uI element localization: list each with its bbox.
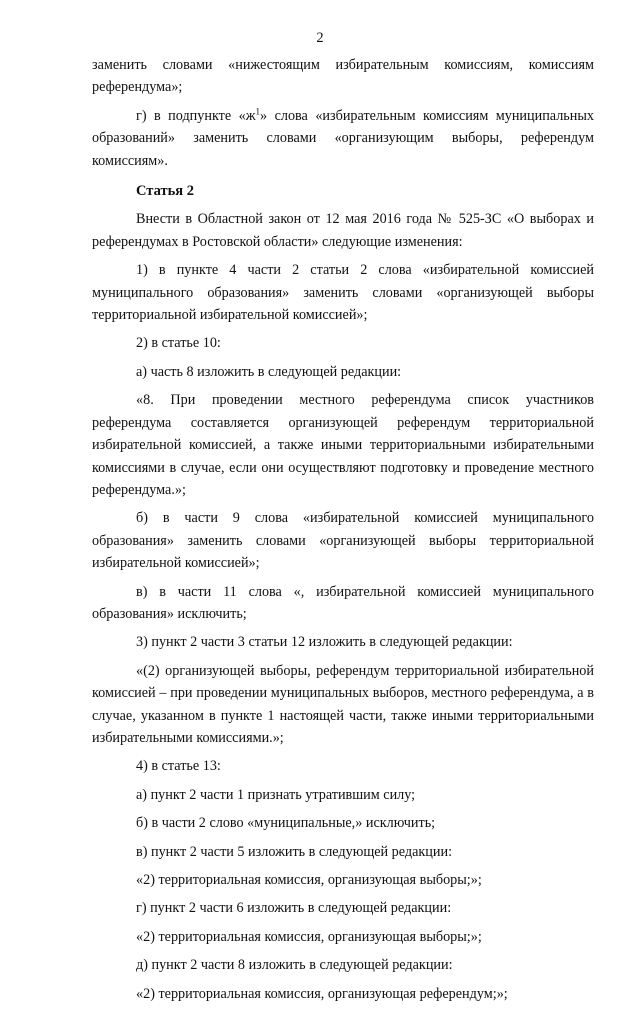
item-g-before: г) в подпункте «ж (136, 107, 256, 124)
paragraph-quote-part-8: «8. При проведении местного референдума список участников референдума составляется организующей референдум территориальной избирательной комиссией, а также иными территориальными избирательными комиссиями в случае, если они осуществляют подготовку и проведение местного референдума.»; (92, 392, 594, 498)
paragraph-item-4b: б) в части 2 слово «муниципальные,» исключить; (136, 815, 436, 832)
document-body (92, 54, 594, 1011)
paragraph-quote-4v: «2) территориальная комиссия, организующая выборы;»; (136, 872, 482, 888)
paragraph-item-2b: б) в части 9 слова «избирательной комиссией муниципального образования» заменить словами «организующей выборы территориальной избирательной комиссией»; (92, 510, 594, 572)
paragraph-quote-4g: «2) территориальная комиссия, организующая выборы;»; (136, 928, 482, 945)
paragraph-item-2a: а) часть 8 изложить в следующей редакции: (136, 363, 402, 380)
paragraph-item-2v: в) в части 11 слова «, избирательной комиссией муниципального образования» исключить; (92, 583, 594, 622)
paragraph-item-2: 2) в статье 10: (136, 335, 221, 352)
item-g-after: » слова «избирательным комиссиям муниципальных образований» заменить словами «организующим выборы, референдум комиссиям». (92, 107, 594, 169)
article-heading: Статья 2 (136, 183, 194, 200)
paragraph-intro: Внести в Областной закон от 12 мая 2016 года № 525-ЗС «О выборах и референдумах в Ростовской области» следующие изменения: (92, 211, 594, 250)
paragraph-item-4g: г) пункт 2 части 6 изложить в следующей редакции: (136, 900, 452, 917)
paragraph-item-4d: д) пункт 2 части 8 изложить в следующей редакции: (136, 957, 453, 974)
paragraph-quote-4d: «2) территориальная комиссия, организующая референдум;»; (136, 985, 508, 1002)
paragraph-item-4v: в) пункт 2 части 5 изложить в следующей редакции: (136, 843, 453, 860)
paragraph-continuation: заменить словами «нижестоящим избирательным комиссиям, комиссиям референдума»; (92, 57, 594, 96)
paragraph-item-3: 3) пункт 2 части 3 статьи 12 изложить в следующей редакции: (136, 634, 513, 651)
paragraph-item-4a: а) пункт 2 части 1 признать утратившим силу; (136, 786, 416, 803)
paragraph-item-g (92, 105, 594, 172)
paragraph-item-4: 4) в статье 13: (136, 758, 221, 775)
page-number: 2 (316, 30, 324, 46)
paragraph-item-1: 1) в пункте 4 части 2 статьи 2 слова «избирательной комиссией муниципального образования» заменить словами «организующей выборы территориальной избирательной комиссией»; (92, 262, 594, 324)
paragraph-quote-item-2: «(2) организующей выборы, референдум территориальной избирательной комиссией – при проведении муниципальных выборов, местного референдума, а в случае, указанном в пункте 1 настоящей части, также иными территориальными избирательными комиссиями.»; (92, 662, 594, 746)
item-g-superscript: 1 (255, 106, 261, 117)
